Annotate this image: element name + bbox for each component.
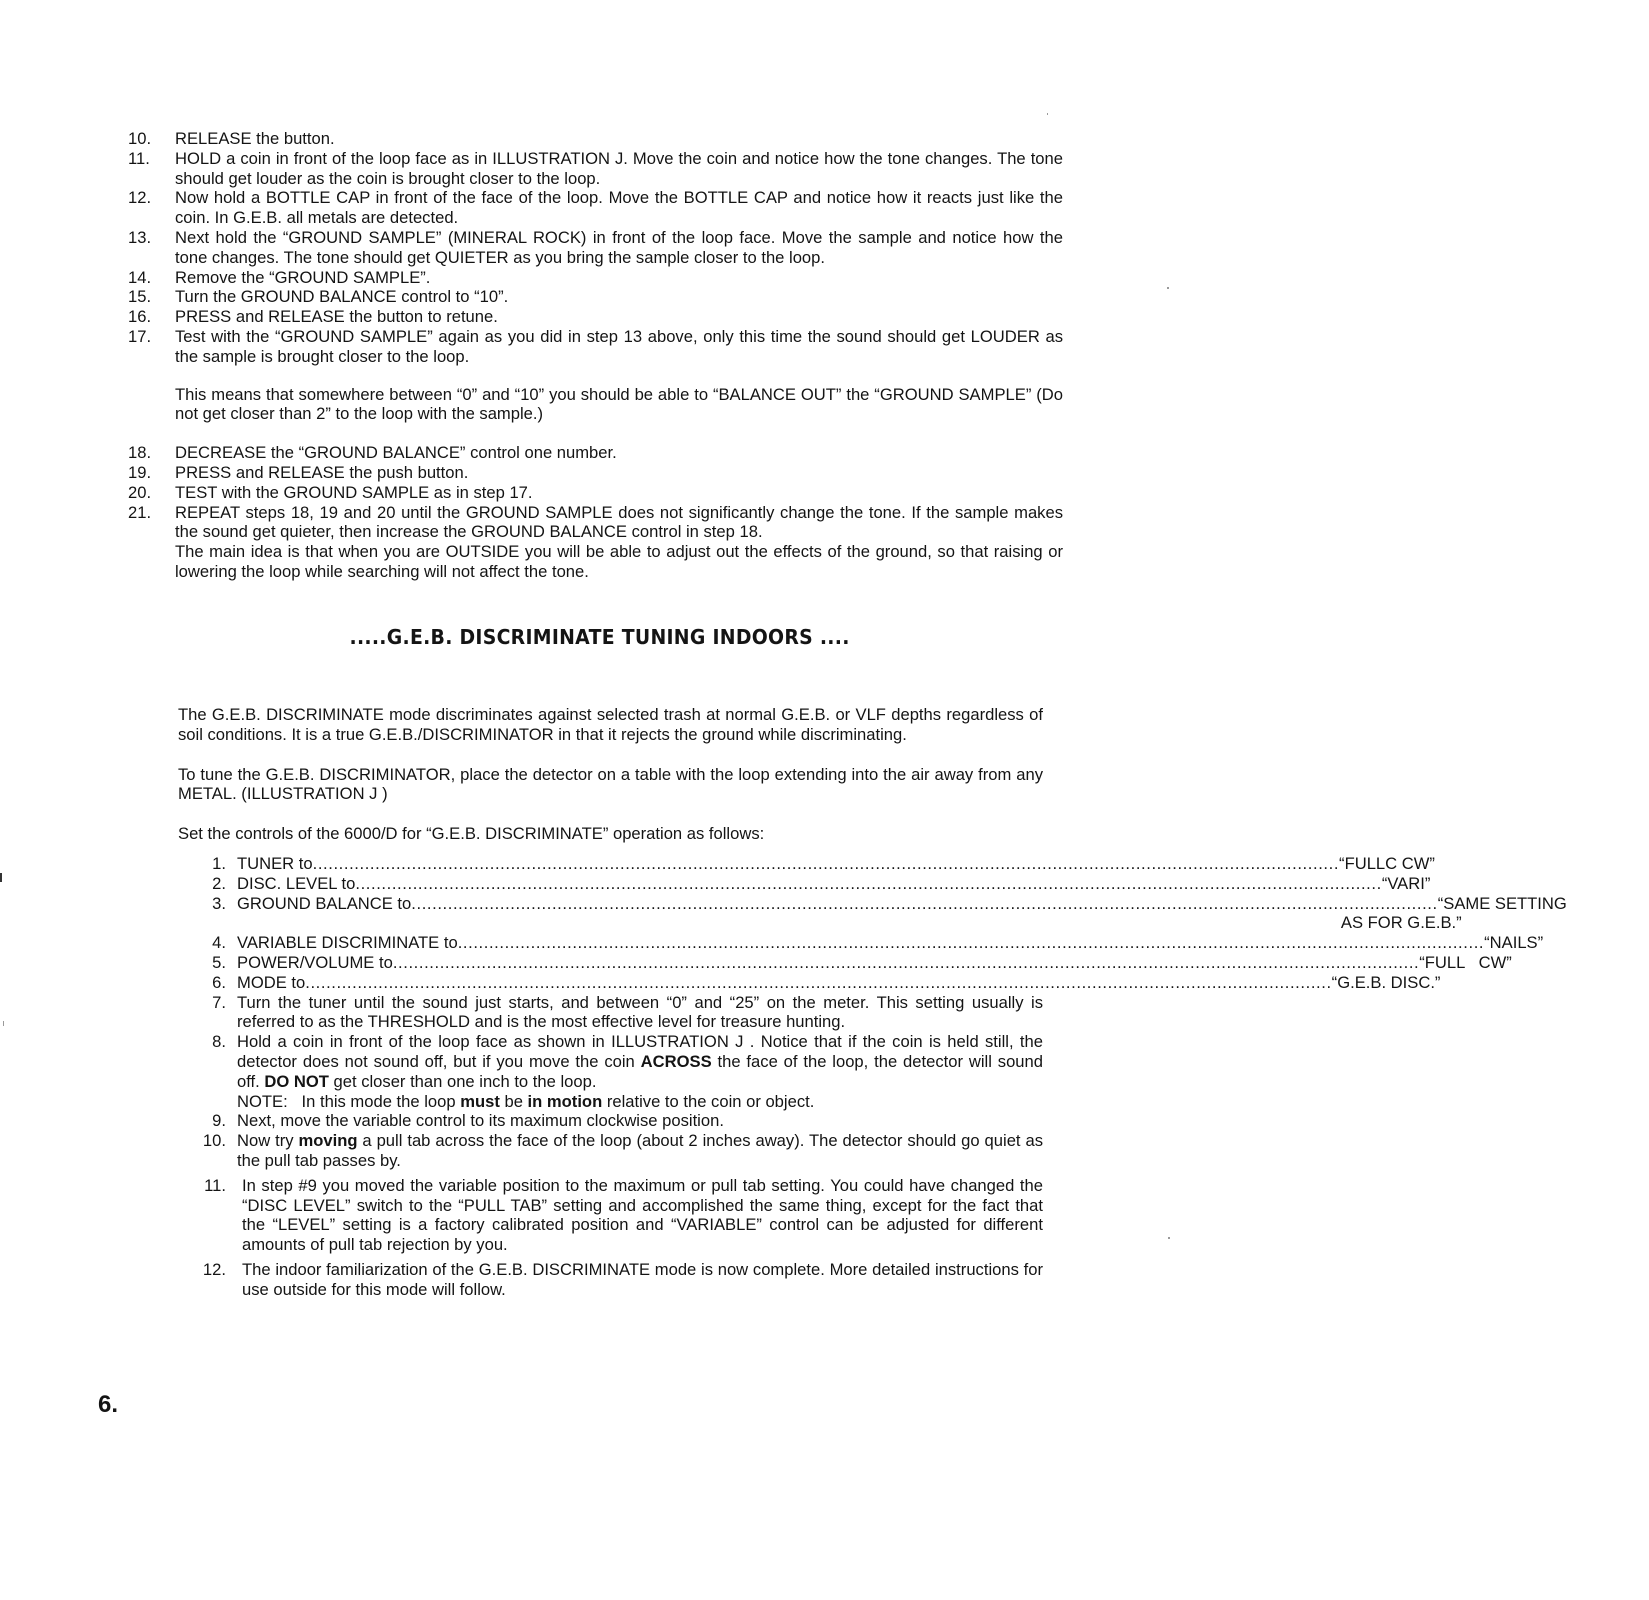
step-text: Test with the “GROUND SAMPLE” again as you did in step 13 above, only this time the sound should get LOUDER as the sample is brought closer to the loop. <box>175 326 1063 366</box>
scan-artifact-mark <box>1047 113 1048 115</box>
step-text: RELEASE the button. <box>175 129 335 148</box>
main-idea-paragraph: The main idea is that when you are OUTSIDE you will be able to adjust out the effects of the ground, so that raising or lowering the loop while searching will not affect the tone. <box>175 542 1063 581</box>
dot-leader <box>313 854 1339 874</box>
step-text: In step #9 you moved the variable position to the maximum or pull tab setting. You could have changed the “DISC LEVEL” switch to the “PULL TAB” setting and accomplished the same thing, except for the fact that the “LEVEL” setting is a factory calibrated position and “VARIABLE” control can be adjusted for different amounts of pull tab rejection by you. <box>242 1175 1043 1255</box>
step-number: 4. <box>212 933 226 953</box>
step-number: 10. <box>128 129 152 148</box>
list-item <box>128 149 1063 189</box>
step-number: 3. <box>212 893 226 913</box>
step-text: Hold a coin in front of the loop face as shown in ILLUSTRATION J . Notice that if the coin is held still, the detector does not sound off, but if you move the coin ACROSS the face of the loop, the detector will sound off. DO NOT get closer than one inch to the loop. NOTE: In this mode the loop must be in motion relative to the coin or object. <box>237 1032 1043 1111</box>
dot-leader <box>305 973 1331 993</box>
step-text: Remove the “GROUND SAMPLE”. <box>175 267 431 287</box>
step-number: 10. <box>202 1131 226 1151</box>
list-item <box>178 1131 1043 1171</box>
setting-value: “SAME SETTING <box>1437 893 1567 913</box>
step-number: 8. <box>212 1032 226 1052</box>
list-item <box>128 443 1063 463</box>
list-item <box>178 993 1043 1033</box>
step-number: 1. <box>212 853 226 873</box>
setting-value: “NAILS” <box>1484 933 1544 953</box>
step-number: 16. <box>128 307 152 327</box>
list-item <box>178 1260 1043 1300</box>
step-text: REPEAT steps 18, 19 and 20 until the GROUND SAMPLE does not significantly change the tone. If the sample makes the sound get quieter, then increase the GROUND BALANCE control in step 18. <box>175 502 1063 542</box>
note-text: NOTE: In this mode the loop <box>237 1091 461 1111</box>
step-number: 9. <box>212 1111 226 1131</box>
list-item <box>178 952 1512 973</box>
step-number: 6. <box>212 972 226 992</box>
list-item <box>128 483 1063 503</box>
list-item <box>128 503 1063 543</box>
dot-leader <box>458 933 1484 953</box>
step-text: Next hold the “GROUND SAMPLE” (MINERAL ROCK) in front of the loop face. Move the sample and notice how the tone changes. The tone should get QUIETER as you bring the sample closer to the loop. <box>175 227 1063 267</box>
scan-artifact-mark <box>1167 287 1169 289</box>
setting-label: DISC. LEVEL to <box>237 873 356 893</box>
step-number: 12. <box>128 188 152 208</box>
step-number: 11. <box>204 1175 226 1195</box>
emphasis-text: DO NOT <box>264 1071 329 1091</box>
step-text: DECREASE the “GROUND BALANCE” control one number. <box>175 443 617 463</box>
intro-paragraph: Set the controls of the 6000/D for “G.E.B. DISCRIMINATE” operation as follows: <box>178 824 765 844</box>
step-number: 19. <box>128 462 152 482</box>
step-number: 7. <box>212 992 226 1012</box>
list-item <box>128 307 1063 327</box>
step-text: Turn the tuner until the sound just starts, and between “0” and “25” on the meter. This setting usually is referred to as the THRESHOLD and is the most effective level for treasure hunting. <box>237 992 1043 1032</box>
step-text: PRESS and RELEASE the button to retune. <box>175 307 498 327</box>
step-number: 18. <box>128 443 152 463</box>
list-item <box>128 129 1063 149</box>
setting-label: POWER/VOLUME to <box>237 952 393 972</box>
emphasis-text: must <box>460 1091 500 1111</box>
step-text: HOLD a coin in front of the loop face as in ILLUSTRATION J. Move the coin and notice how the tone changes. The tone should get louder as the coin is brought closer to the loop. <box>175 148 1063 188</box>
dot-leader <box>355 874 1381 894</box>
setting-value: “FULLC CW” <box>1339 853 1435 873</box>
list-item <box>128 268 1063 288</box>
control-settings-list <box>178 853 1567 1300</box>
list-item <box>178 1032 1043 1111</box>
setting-label: GROUND BALANCE to <box>237 893 412 913</box>
step-text: TEST with the GROUND SAMPLE as in step 17. <box>175 482 533 502</box>
setting-label: VARIABLE DISCRIMINATE to <box>237 933 458 953</box>
step-number: 21. <box>128 502 152 522</box>
list-item <box>178 873 1431 894</box>
step-number: 12. <box>202 1259 226 1279</box>
list-item <box>178 893 1567 934</box>
setting-value-continued: AS FOR G.E.B.” <box>1340 913 1462 933</box>
list-item <box>178 1176 1043 1255</box>
discriminate-section <box>178 705 1567 1300</box>
emphasis-text: ACROSS <box>640 1051 712 1071</box>
list-item <box>178 1111 1043 1131</box>
dot-leader <box>393 953 1419 973</box>
setting-label: TUNER to <box>237 853 313 873</box>
list-item <box>178 853 1435 874</box>
setting-value: “FULL CW” <box>1419 952 1512 972</box>
step-number: 11. <box>128 148 150 168</box>
emphasis-text: in motion <box>527 1091 603 1111</box>
step-number: 14. <box>128 267 152 287</box>
scan-artifact-mark <box>1168 1237 1170 1239</box>
section-heading: .....G.E.B. DISCRIMINATE TUNING INDOORS .... <box>349 625 850 649</box>
intro-paragraph: The G.E.B. DISCRIMINATE mode discriminates against selected trash at normal G.E.B. or VLF depths regardless of soil conditions. It is a true G.E.B./DISCRIMINATOR in that it rejects the ground while discriminating. <box>178 705 1043 744</box>
dot-leader <box>411 894 1437 914</box>
step-number: 17. <box>128 326 152 346</box>
list-item <box>128 228 1063 268</box>
list-item <box>178 933 1544 953</box>
list-item <box>128 463 1063 483</box>
step-number: 15. <box>128 287 152 307</box>
step-number: 5. <box>212 952 226 972</box>
list-item <box>128 188 1063 228</box>
step-text: The indoor familiarization of the G.E.B. DISCRIMINATE mode is now complete. More detailed instructions for use outside for this mode will follow. <box>242 1259 1043 1299</box>
balance-note: This means that somewhere between “0” and “10” you should be able to “BALANCE OUT” the “GROUND SAMPLE” (Do not get closer than 2” to the loop with the sample.) <box>175 384 1063 424</box>
emphasis-text: moving <box>298 1131 358 1151</box>
step-text: Now hold a BOTTLE CAP in front of the face of the loop. Move the BOTTLE CAP and notice how it reacts just like the coin. In G.E.B. all metals are detected. <box>175 188 1063 228</box>
ground-balance-steps <box>128 129 1063 582</box>
setting-value: “VARI” <box>1381 873 1431 893</box>
list-item <box>178 972 1441 993</box>
step-text: PRESS and RELEASE the push button. <box>175 462 469 482</box>
step-text: Turn the GROUND BALANCE control to “10”. <box>175 287 509 307</box>
step-text: Next, move the variable control to its maximum clockwise position. <box>237 1111 724 1131</box>
scan-artifact-mark <box>0 873 2 882</box>
intro-paragraph: To tune the G.E.B. DISCRIMINATOR, place the detector on a table with the loop extending into the air away from any METAL. (ILLUSTRATION J ) <box>178 764 1043 804</box>
scan-artifact-mark <box>3 1021 4 1026</box>
list-item <box>128 287 1063 307</box>
page-number: 6. <box>98 1391 119 1418</box>
step-number: 2. <box>212 873 226 893</box>
step-text: Now try moving a pull tab across the face of the loop (about 2 inches away). The detector should go quiet as the pull tab passes by. <box>237 1131 1043 1170</box>
setting-label: MODE to <box>237 972 306 992</box>
step-number: 13. <box>128 227 152 247</box>
step-number: 20. <box>128 482 152 502</box>
setting-value: “G.E.B. DISC.” <box>1331 972 1441 992</box>
list-item <box>128 327 1063 367</box>
